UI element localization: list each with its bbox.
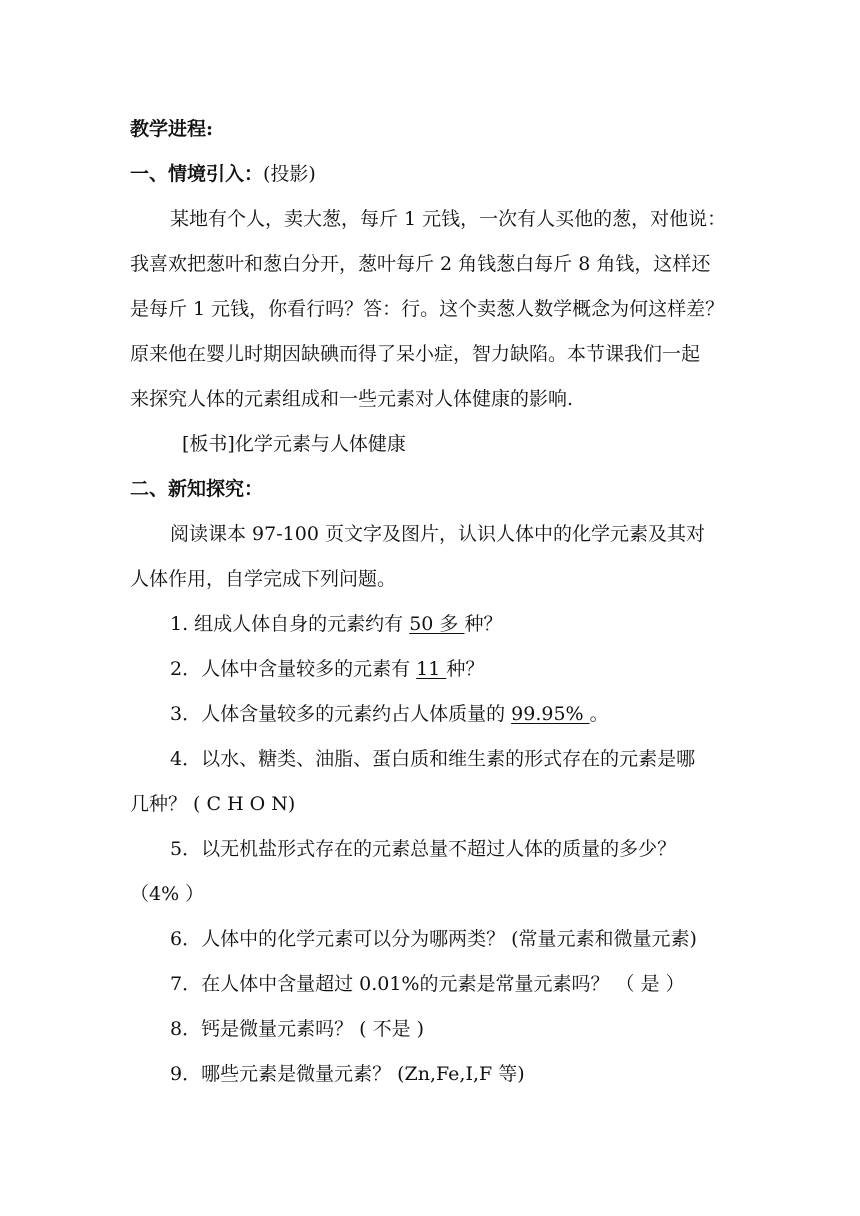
section1-title-text: 一、情境引入： (130, 163, 264, 185)
intro-line: 阅读课本 97-100 页文字及图片，认识人体中的化学元素及其对 (170, 523, 705, 545)
question-6: 6．人体中的化学元素可以分为哪两类？ (常量元素和微量元素) (170, 928, 697, 950)
question-2 (170, 657, 484, 681)
question-5-line1: 5．以无机盐形式存在的元素总量不超过人体的质量的多少？ (170, 838, 677, 860)
question-8: 8．钙是微量元素吗？ ( 不是 ) (170, 1018, 425, 1040)
question-1 (170, 612, 503, 636)
board-note: [板书]化学元素与人体健康 (182, 433, 406, 455)
question-4-line1: 4．以水、糖类、油脂、蛋白质和维生素的形式存在的元素是哪 (170, 748, 696, 770)
question-text: 2．人体中含量较多的元素有 (170, 658, 417, 680)
question-4-line2: 几种？ ( C H O N) (130, 793, 296, 815)
paragraph-line: 是每斤 1 元钱，你看行吗？答：行。这个卖葱人数学概念为何这样差？ (130, 298, 725, 320)
question-9: 9．哪些元素是微量元素？ (Zn,Fe,I,F 等) (170, 1063, 525, 1085)
question-3 (170, 702, 609, 726)
section1-title-suffix: (投影) (263, 163, 316, 185)
answer-blank: 99.95% (511, 703, 590, 725)
paragraph-line: 我喜欢把葱叶和葱白分开，葱叶每斤 2 角钱葱白每斤 8 角钱，这样还 (130, 253, 711, 275)
question-suffix: 种？ (464, 613, 503, 635)
answer-blank: 50 多 (409, 613, 465, 635)
intro-line: 人体作用，自学完成下列问题。 (130, 568, 397, 590)
question-7: 7．在人体中含量超过 0.01%的元素是常量元素吗？ （ 是 ） (170, 973, 685, 995)
answer-blank: 11 (416, 658, 447, 680)
section2-title: 二、新知探究： (130, 478, 264, 500)
question-suffix: 种？ (446, 658, 485, 680)
question-suffix: 。 (589, 703, 609, 725)
paragraph-line: 原来他在婴儿时期因缺碘而得了呆小症，智力缺陷。本节课我们一起 (130, 343, 701, 365)
question-5-line2: （4% ） (130, 883, 205, 905)
heading: 教学进程: (130, 118, 214, 140)
section1-title (130, 162, 316, 186)
paragraph-line: 来探究人体的元素组成和一些元素对人体健康的影响. (130, 388, 574, 410)
question-text: 1. 组成人体自身的元素约有 (170, 613, 410, 635)
question-text: 3．人体含量较多的元素约占人体质量的 (170, 703, 512, 725)
paragraph-line: 某地有个人，卖大葱，每斤 1 元钱，一次有人买他的葱，对他说： (170, 208, 727, 230)
